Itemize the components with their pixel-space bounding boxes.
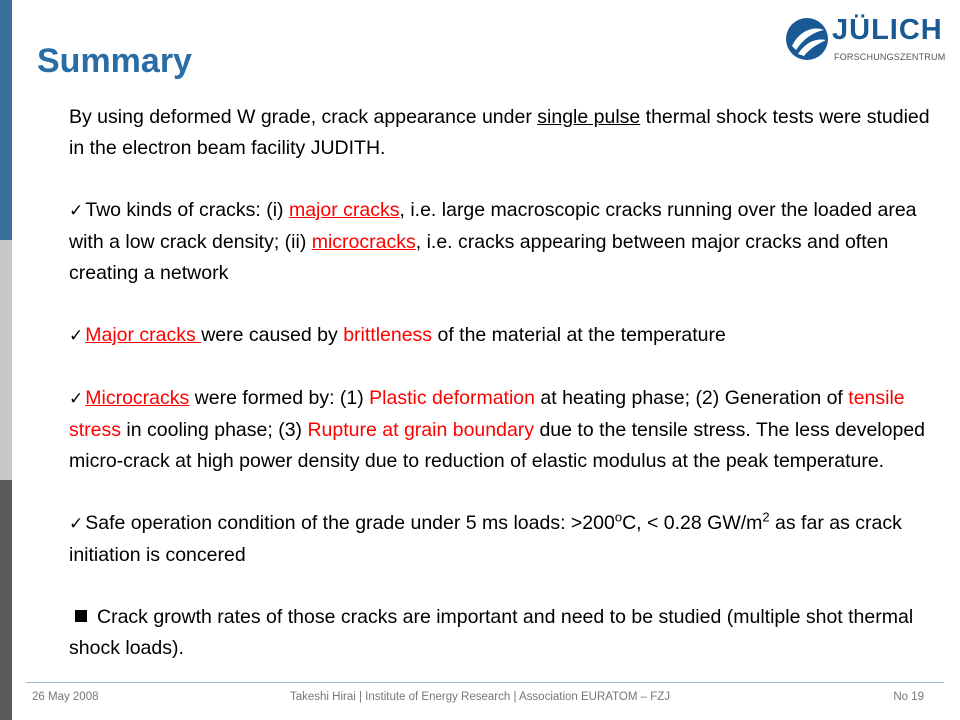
term-microcracks-2: Microcracks (85, 387, 190, 409)
point3-text-3: in cooling phase; (3) (121, 419, 308, 441)
intro-paragraph (69, 102, 949, 164)
intro-text-end: thermal shock tests were studied in the electron beam facility JUDITH. (69, 106, 930, 159)
side-bar-dark (0, 480, 12, 720)
julich-logo-icon (784, 16, 830, 62)
point-major-cracks (69, 320, 949, 352)
point-microcracks (69, 383, 949, 477)
logo-name: JÜLICH (832, 14, 943, 46)
julich-logo (784, 12, 944, 68)
point5-text: Crack growth rates of those cracks are important and need to be studied (multiple shot thermal shock loads). (69, 606, 914, 659)
point-crack-growth (69, 602, 949, 664)
intro-single-pulse: single pulse (537, 106, 641, 128)
side-bar-blue (0, 0, 12, 240)
logo-subtitle: FORSCHUNGSZENTRUM (834, 52, 946, 62)
point4-text: Safe operation condition of the grade under 5 ms loads: >200 (85, 512, 615, 534)
point1-text-end: , i.e. cracks appearing between major cracks and often creating a network (69, 231, 889, 284)
check-icon: ✓ (69, 514, 84, 534)
point3-text-end: due to the tensile stress. The less developed micro-crack at high power density due to reduction of elastic modulus at the peak temperature. (69, 419, 926, 472)
point3-text: were formed by: (1) (189, 387, 370, 409)
point2-text: were caused by (201, 324, 344, 346)
term-major-cracks-2: Major cracks (85, 324, 202, 346)
point1-text-mid: , i.e. large macroscopic cracks running over the loaded area with a low crack density; (ii) (69, 199, 917, 253)
degree-superscript: o (614, 509, 623, 525)
point1-text: Two kinds of cracks: (i) (85, 199, 289, 221)
term-major-cracks: major cracks (288, 199, 400, 221)
footer-author: Takeshi Hirai | Institute of Energy Research | Association EURATOM – FZJ (289, 691, 671, 703)
point3-text-2: at heating phase; (2) Generation of (534, 387, 849, 409)
footer-divider (26, 682, 944, 683)
check-icon: ✓ (69, 201, 84, 221)
term-microcracks: microcracks (311, 231, 416, 253)
check-icon: ✓ (69, 389, 84, 409)
slide-title: Summary (37, 42, 192, 80)
side-bar-gray (0, 240, 12, 480)
point4-text-end: as far as crack initiation is concered (69, 512, 902, 566)
term-rupture: Rupture at grain boundary (307, 419, 535, 441)
intro-text: By using deformed W grade, crack appearance under (69, 106, 538, 128)
point4-text-2: C, < 0.28 GW/m (622, 512, 763, 534)
point-cracks (69, 195, 949, 289)
term-plastic-deformation: Plastic deformation (369, 387, 535, 409)
point2-text-end: of the material at the temperature (432, 324, 726, 346)
check-icon: ✓ (69, 326, 84, 346)
square-superscript: 2 (762, 509, 770, 525)
footer-page-number: No 19 (893, 691, 924, 703)
footer-date: 26 May 2008 (32, 691, 99, 703)
term-brittleness: brittleness (343, 324, 433, 346)
slide-content (69, 102, 949, 664)
square-bullet-icon (75, 610, 87, 622)
term-tensile-stress: tensile stress (69, 387, 905, 441)
point-safe-operation (69, 508, 949, 571)
